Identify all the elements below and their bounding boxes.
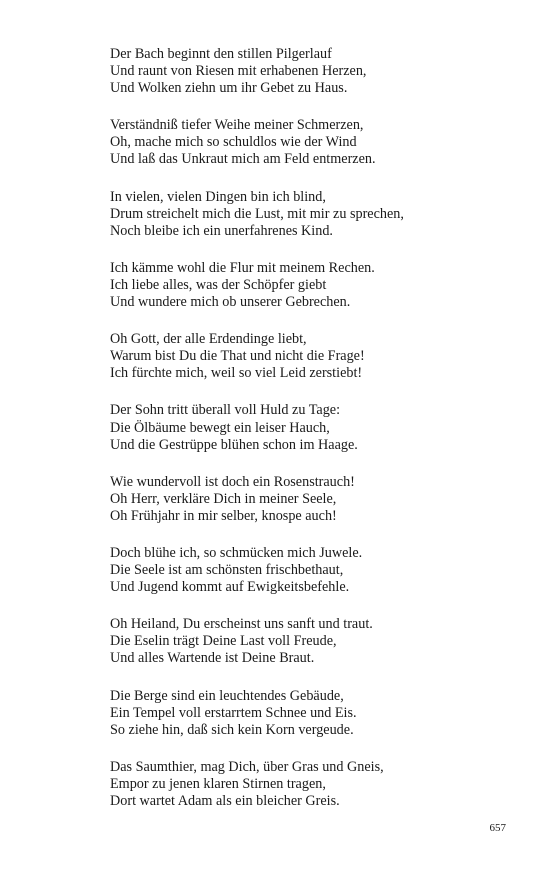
poem-line: Und alles Wartende ist Deine Braut. bbox=[110, 650, 315, 667]
poem-line: Der Sohn tritt überall voll Huld zu Tage: bbox=[110, 402, 341, 419]
poem-line: Doch blühe ich, so schmücken mich Juwele. bbox=[110, 544, 363, 561]
page-number: 657 bbox=[489, 822, 506, 834]
poem-body bbox=[110, 46, 530, 830]
stanza-1 bbox=[110, 46, 530, 97]
poem-line: Oh Gott, der alle Erdendinge liebt, bbox=[110, 331, 307, 348]
poem-line: Oh, mache mich so schuldlos wie der Wind bbox=[110, 134, 357, 151]
stanza-4 bbox=[110, 260, 530, 311]
poem-line: Wie wundervoll ist doch ein Rosenstrauch! bbox=[110, 473, 355, 490]
stanza-11 bbox=[110, 759, 530, 810]
stanza-7 bbox=[110, 474, 530, 525]
poem-line: Die Ölbäume bewegt ein leiser Hauch, bbox=[110, 419, 330, 436]
poem-line: Empor zu jenen klaren Stirnen tragen, bbox=[110, 775, 326, 792]
poem-line: Die Seele ist am schönsten frischbethaut, bbox=[110, 562, 344, 579]
poem-line: In vielen, vielen Dingen bin ich blind, bbox=[110, 188, 326, 205]
poem-line: Der Bach beginnt den stillen Pilgerlauf bbox=[110, 46, 332, 62]
poem-line: Ich fürchte mich, weil so viel Leid zerstiebt! bbox=[110, 365, 363, 382]
poem-line: Und wundere mich ob unserer Gebrechen. bbox=[110, 294, 351, 311]
poem-line: Noch bleibe ich ein unerfahrenes Kind. bbox=[110, 222, 333, 239]
poem-line: Ich kämme wohl die Flur mit meinem Rechen. bbox=[110, 259, 375, 276]
stanza-3 bbox=[110, 189, 530, 240]
poem-line: Oh Herr, verkläre Dich in meiner Seele, bbox=[110, 490, 337, 507]
poem-line: Oh Heiland, Du erscheinst uns sanft und traut. bbox=[110, 616, 373, 633]
stanza-6 bbox=[110, 402, 530, 453]
stanza-5 bbox=[110, 331, 530, 382]
poem-line: Verständniß tiefer Weihe meiner Schmerzen, bbox=[110, 117, 364, 134]
poem-line: Die Eselin trägt Deine Last voll Freude, bbox=[110, 633, 337, 650]
poem-line: Die Berge sind ein leuchtendes Gebäude, bbox=[110, 687, 344, 704]
poem-line: Warum bist Du die That und nicht die Frage! bbox=[110, 348, 365, 365]
poem-line: Und die Gestrüppe blühen schon im Haage. bbox=[110, 436, 358, 453]
poem-line: So ziehe hin, daß sich kein Korn vergeude. bbox=[110, 721, 354, 738]
poem-line: Ein Tempel voll erstarrtem Schnee und Eis. bbox=[110, 704, 357, 721]
stanza-2 bbox=[110, 117, 530, 168]
stanza-8 bbox=[110, 545, 530, 596]
poem-line: Und raunt von Riesen mit erhabenen Herzen, bbox=[110, 63, 367, 80]
poem-line: Und Jugend kommt auf Ewigkeitsbefehle. bbox=[110, 579, 350, 596]
poem-line: Ich liebe alles, was der Schöpfer giebt bbox=[110, 276, 327, 293]
poem-line: Oh Frühjahr in mir selber, knospe auch! bbox=[110, 507, 337, 524]
poem-line: Das Saumthier, mag Dich, über Gras und Gneis, bbox=[110, 758, 384, 775]
poem-line: Und Wolken ziehn um ihr Gebet zu Haus. bbox=[110, 80, 348, 97]
poem-line: Dort wartet Adam als ein bleicher Greis. bbox=[110, 793, 340, 809]
stanza-9 bbox=[110, 616, 530, 667]
stanza-10 bbox=[110, 688, 530, 739]
poem-line: Drum streichelt mich die Lust, mit mir zu sprechen, bbox=[110, 205, 404, 222]
poem-line: Und laß das Unkraut mich am Feld entmerzen. bbox=[110, 151, 376, 168]
